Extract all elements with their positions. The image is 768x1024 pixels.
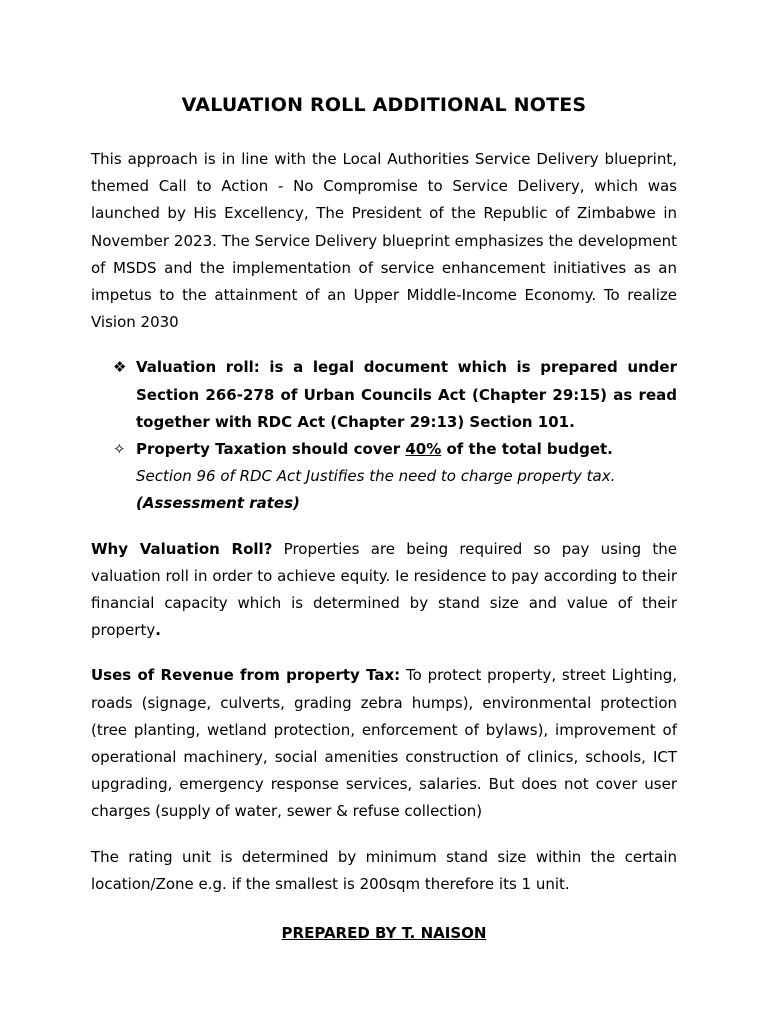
why-valuation-roll-paragraph — [91, 536, 677, 645]
document-page — [91, 91, 677, 947]
sparkle-bullet-icon: ✧ — [113, 440, 126, 459]
why-valuation-roll-text: Properties are being required so pay using the valuation roll in order to achieve equity. Ie residence to pay according to their financial capacity which is determined by stand size and value of their property — [91, 539, 677, 640]
document-title: VALUATION ROLL ADDITIONAL NOTES — [181, 94, 587, 116]
property-taxation-text: Property Taxation should cover — [136, 440, 406, 459]
why-valuation-roll-label: Why Valuation Roll? — [91, 539, 273, 558]
rdc-act-note: Section 96 of RDC Act Justifies the need to charge property tax. — [136, 467, 616, 486]
valuation-roll-definition: Valuation roll: is a legal document which is prepared under Section 266-278 of Urban Councils Act (Chapter 29:15) as read together with RDC Act (Chapter 29:13) Section 101. — [136, 358, 677, 431]
rating-unit-paragraph: The rating unit is determined by minimum stand size within the certain location/Zone e.g. if the smallest is 200sqm therefore its 1 unit. — [91, 847, 677, 893]
budget-percentage: 40% — [405, 440, 442, 459]
bullet-item-property-taxation — [91, 436, 677, 518]
prepared-by-footer: PREPARED BY T. NAISON — [281, 924, 487, 943]
uses-of-revenue-paragraph — [91, 662, 677, 825]
uses-of-revenue-label: Uses of Revenue from property Tax: — [91, 666, 401, 685]
bullet-list — [91, 354, 677, 517]
assessment-rates-note: (Assessment rates) — [136, 494, 300, 513]
property-taxation-text-end: of the total budget. — [441, 440, 613, 459]
uses-of-revenue-text: To protect property, street Lighting, roads (signage, culverts, grading zebra humps), environmental protection (tree planting, wetland protection, enforcement of bylaws), improvement of operational machinery, social amenities construction of clinics, schools, ICT upgrading, emergency response services, salaries. But does not cover user charges (supply of water, sewer & refuse collection) — [91, 666, 677, 821]
intro-paragraph: This approach is in line with the Local Authorities Service Delivery blueprint, themed Call to Action - No Compromise to Service Delivery, which was launched by His Excellency, The President of the Republic of Zimbabwe in November 2023. The Service Delivery blueprint emphasizes the development of MSDS and the implementation of service enhancement initiatives as an impetus to the attainment of an Upper Middle-Income Economy. To realize Vision 2030 — [91, 150, 677, 332]
bullet-item-valuation-roll — [91, 354, 677, 436]
why-valuation-roll-end: . — [155, 621, 161, 640]
diamond-bullet-icon: ❖ — [113, 358, 127, 377]
